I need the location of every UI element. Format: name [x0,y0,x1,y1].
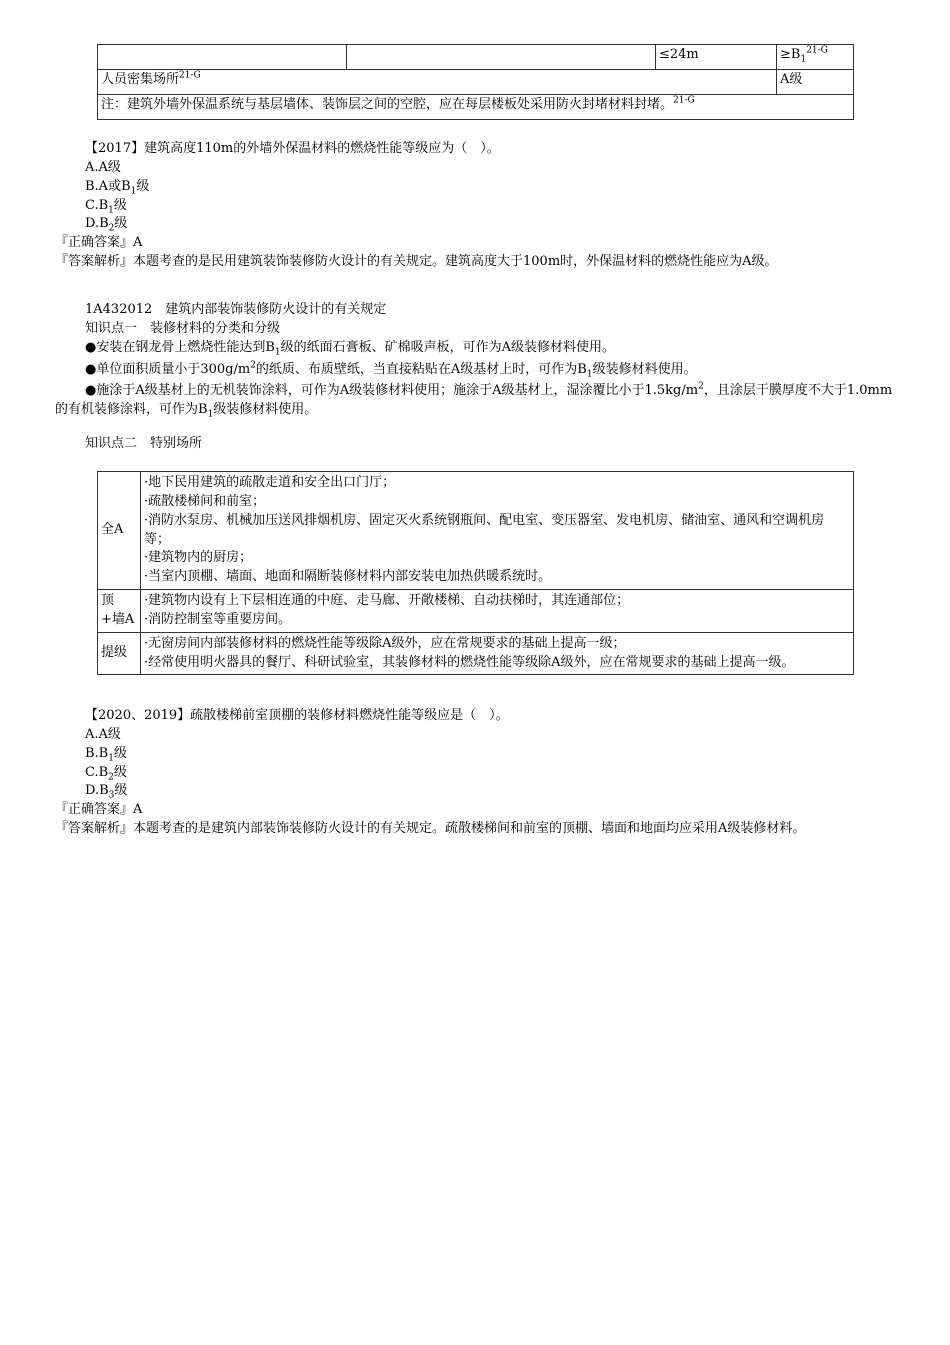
category-cell: 顶+墙A [98,590,141,633]
option-text: 级 [113,745,127,761]
note-sup: 21-G [673,95,695,106]
option-sub: 1 [108,753,114,764]
bullet-sub: 1 [274,347,281,358]
items-cell [141,632,854,675]
grade-sup: 21-G [806,45,828,56]
items-cell [141,472,854,590]
grade-sub: 1 [800,54,807,65]
option-c [55,197,895,216]
bullet-sub: 1 [586,369,593,380]
table-row [98,45,854,70]
answer-analysis: 『答案解析』本题考查的是民用建筑装饰装修防火设计的有关规定。建筑高度大于100m时，外保温材料的燃烧性能应为A级。 [55,254,778,270]
question-stem: 【2020、2019】疏散楼梯前室顶棚的装修材料燃烧性能等级应是（ ）。 [85,708,509,723]
table-cell-grade [777,45,854,70]
answer-analysis: 『答案解析』本题考查的是建筑内部装饰装修防火设计的有关规定。疏散楼梯间和前室的顶棚、墙面和地面均应采用A级装修材料。 [55,821,806,837]
table-row [98,590,854,633]
bullet-text: 级装修材料使用。 [213,402,318,418]
table-note [98,95,854,120]
option-text: D.B [85,783,109,799]
list-item: ·地下民用建筑的疏散走道和安全出口门厅； [144,475,396,490]
grade-text: ≥B [780,47,801,62]
option-sub: 2 [108,772,114,783]
bullet-item [55,361,895,380]
option-d [55,782,895,801]
table-cell-place [98,70,777,95]
knowledge-point-2: 知识点二 特别场所 [85,436,203,452]
bullet-item [55,382,895,420]
option-sub: 2 [108,223,115,234]
table-row [98,95,854,120]
table-cell-height: ≤24m [656,45,777,70]
option-sub: 3 [108,790,115,801]
list-item: ·建筑物内设有上下层相连通的中庭、走马廊、开敞楼梯、自动扶梯时，其连通部位； [144,593,630,609]
section-interior-decoration [55,301,895,454]
option-text: 级 [114,216,128,232]
list-item: ·无窗房间内部装修材料的燃烧性能等级除A级外，应在常规要求的基础上提高一级； [144,635,626,651]
fire-rating-table [97,44,854,120]
bullet-sup: 2 [698,382,704,393]
option-text: C.B [85,197,109,213]
place-text: 人员密集场所 [101,72,180,87]
question-2020 [55,707,895,839]
option-c [55,764,895,783]
bullet-text: ●安装在钢龙骨上燃烧性能达到B [85,339,275,355]
option-b [55,745,895,764]
option-text: 级 [113,197,127,213]
table-row [98,632,854,675]
list-item: ·建筑物内的厨房； [144,550,253,566]
list-item: ·消防水泵房、机械加压送风排烟机房、固定灭火系统钢瓶间、配电室、变压器室、发电机房、储油室、通风和空调机房等； [144,512,825,547]
option-a: A.A级 [85,159,121,175]
list-item: ·当室内顶棚、墙面、地面和隔断装修材料内部安装电加热供暖系统时。 [144,569,552,585]
bullet-text: 级的纸面石膏板、矿棉吸声板，可作为A级装修材料使用。 [280,339,616,355]
option-a: A.A级 [85,726,121,742]
place-sup: 21-G [179,70,201,81]
option-text: C.B [85,764,109,780]
question-stem: 【2017】建筑高度110m的外墙外保温材料的燃烧性能等级应为（ ）。 [85,141,500,156]
category-cell: 提级 [98,632,141,675]
bullet-text: 级装修材料使用。 [592,361,697,377]
option-sub: 1 [108,205,114,216]
option-sub: 1 [130,186,137,197]
list-item: ·经常使用明火器具的餐厅、科研试验室，其装修材料的燃烧性能等级除A级外，应在常规要求的基础上提高一级。 [144,654,795,670]
note-text: 注：建筑外墙外保温系统与基层墙体、装饰层之间的空腔，应在每层楼板处采用防火封堵材料封堵。 [101,97,674,112]
option-text: D.B [85,216,109,232]
items-cell [141,590,854,633]
option-b [55,178,895,197]
bullet-text: ●施涂于A级基材上的无机装饰涂料，可作为A级装修材料使用；施涂于A级基材上，湿涂覆比小于1.5kg/m [85,383,699,399]
option-d [55,215,895,234]
correct-answer: 『正确答案』A [55,235,143,251]
bullet-text: ●单位面积质量小于300g/m [85,361,251,377]
option-text: 级 [136,178,150,194]
bullet-sub: 1 [207,409,214,420]
option-text: 级 [114,783,128,799]
knowledge-point-1: 知识点一 装修材料的分类和分级 [85,320,281,336]
table-cell-empty [347,45,656,70]
category-cell: 全A [98,472,141,590]
table-cell-grade: A级 [777,70,854,95]
bullet-sup: 2 [250,360,256,371]
option-text: B.B [85,745,109,761]
table-cell-empty [98,45,347,70]
bullet-text: 的纸质、布质壁纸，当直接粘贴在A级基材上时，可作为B [255,361,587,377]
bullet-item [55,339,895,358]
bullet-text: ，且涂层干膜厚度不大于1.0mm的有机装修涂料，可作为B [55,383,893,418]
special-places-table [97,471,854,675]
list-item: ·疏散楼梯间和前室； [144,493,266,509]
section-heading: 1A432012 建筑内部装饰装修防火设计的有关规定 [85,302,387,317]
correct-answer: 『正确答案』A [55,802,143,818]
table-row [98,70,854,95]
list-item: ·消防控制室等重要房间。 [144,611,292,627]
option-text: B.A或B [85,178,131,194]
option-text: 级 [113,764,127,780]
table-row [98,472,854,590]
question-2017 [55,140,895,272]
